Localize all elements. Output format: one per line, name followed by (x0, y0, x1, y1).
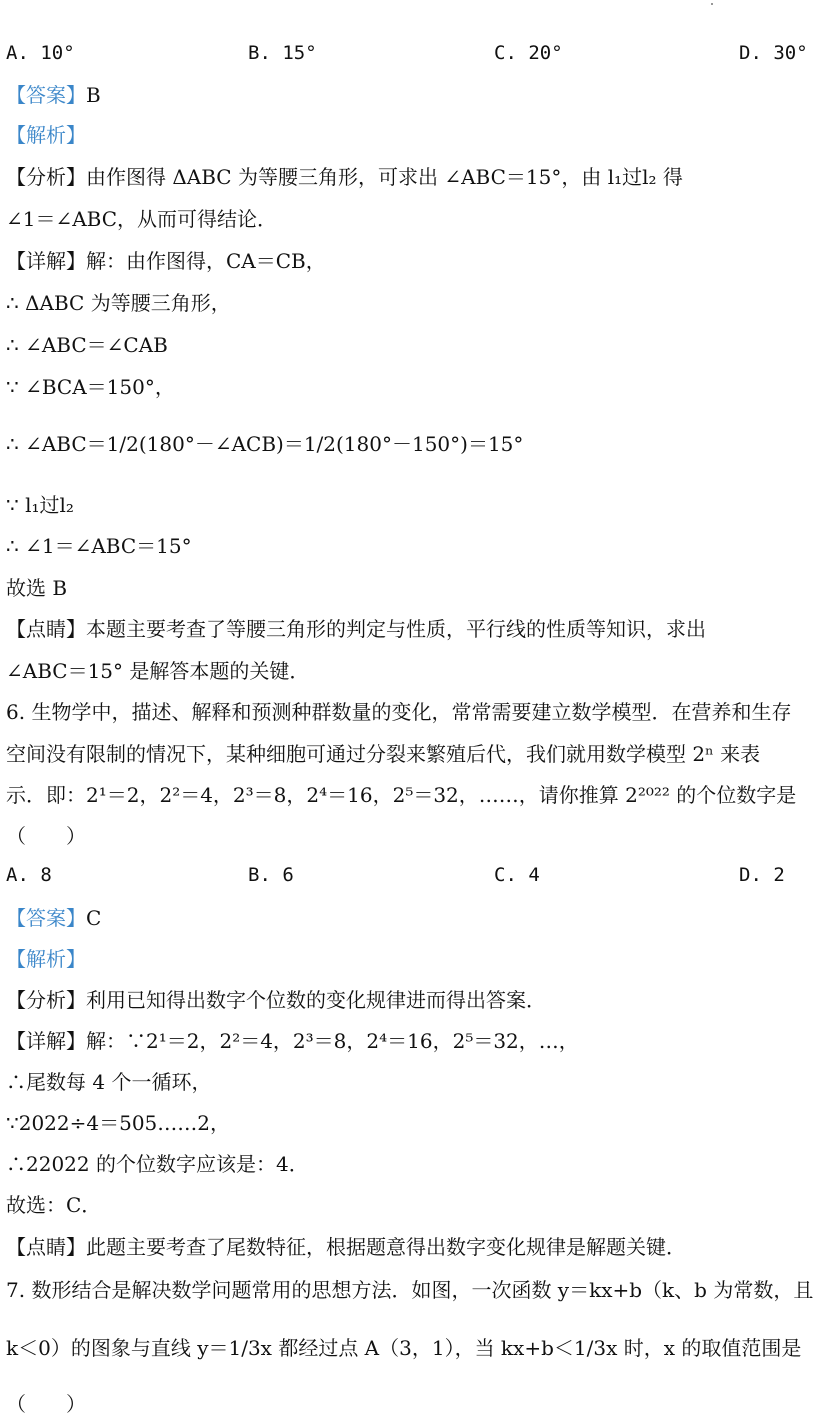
dianjing-text: 此题主要考查了尾数特征，根据题意得出数字变化规律是解题关键． (86, 1235, 686, 1259)
q7-question-blank: （ ） (6, 1392, 86, 1416)
xiangjie-tag: 【详解】 (6, 249, 86, 273)
dianjing-text-1: 本题主要考查了等腰三角形的判定与性质，平行线的性质等知识，求出 (86, 617, 706, 641)
scan-speck (711, 3, 713, 5)
q6-question-blank: （ ） (6, 824, 86, 848)
q5-step-8: 故选 B (6, 576, 68, 600)
step-text: 解：∵2¹＝2，2²＝4，2³＝8，2⁴＝16，2⁵＝32，…， (86, 1029, 579, 1053)
q5-option-c: C. 20° (494, 42, 563, 64)
q5-option-d: D. 30° (739, 42, 808, 64)
answer-tag: 【答案】 (6, 83, 86, 107)
q5-fenxi-line2: ∠1＝∠ABC，从而可得结论． (6, 207, 278, 231)
q6-option-c: C. 4 (494, 864, 540, 886)
answer-tag: 【答案】 (6, 906, 86, 930)
q5-step-5: ∴ ∠ABC＝1/2(180°－∠ACB)＝1/2(180°－150°)＝15° (6, 432, 524, 456)
fenxi-text: 利用已知得出数字个位数的变化规律进而得出答案． (86, 988, 546, 1012)
q5-option-b: B. 15° (248, 42, 317, 64)
q7-question-line1: 7. 数形结合是解决数学问题常用的思想方法．如图，一次函数 y＝kx+b（k、b 为常数，且 (6, 1278, 814, 1302)
q5-option-a: A. 10° (6, 42, 75, 64)
q5-dianjing-line2: ∠ABC＝15° 是解答本题的关键． (6, 659, 310, 683)
q5-dianjing-line1 (6, 615, 828, 643)
q5-answer-line (6, 81, 828, 109)
q7-question-line2: k＜0）的图象与直线 y＝1/3x 都经过点 A（3，1），当 kx+b＜1/3x 时，x 的取值范围是 (6, 1336, 802, 1360)
q5-step-4: ∵ ∠BCA＝150°， (6, 375, 175, 399)
q5-fenxi-line1 (6, 163, 828, 191)
q6-step-3: ∵2022÷4＝505……2， (6, 1111, 231, 1135)
step-text: 解：由作图得，CA＝CB， (86, 249, 326, 273)
answer-value: C (86, 906, 102, 930)
q6-option-d: D. 2 (739, 864, 785, 886)
xiangjie-tag: 【详解】 (6, 1029, 86, 1053)
fenxi-tag: 【分析】 (6, 165, 86, 189)
dianjing-tag: 【点睛】 (6, 617, 86, 641)
q6-analysis-tag: 【解析】 (6, 947, 86, 971)
q5-analysis-tag: 【解析】 (6, 123, 86, 147)
q6-question-line3: 示．即：2¹＝2，2²＝4，2³＝8，2⁴＝16，2⁵＝32，……，请你推算 2²⁰²² 的个位数字是 (6, 783, 797, 807)
q5-xiangjie-line (6, 247, 828, 275)
q6-question-line2: 空间没有限制的情况下，某种细胞可通过分裂来繁殖后代，我们就用数学模型 2ⁿ 来表 (6, 742, 761, 766)
q5-step-2: ∴ ΔABC 为等腰三角形， (6, 291, 231, 315)
q6-option-a: A. 8 (6, 864, 52, 886)
q6-step-2: ∴尾数每 4 个一循环， (6, 1070, 212, 1094)
q6-option-b: B. 6 (248, 864, 294, 886)
fenxi-text-1: 由作图得 ΔABC 为等腰三角形，可求出 ∠ABC＝15°，由 l₁过l₂ 得 (86, 165, 683, 189)
q6-step-4: ∴22022 的个位数字应该是：4． (6, 1152, 309, 1176)
dianjing-tag: 【点睛】 (6, 1235, 86, 1259)
q6-dianjing-line (6, 1233, 828, 1261)
q6-question-line1: 6. 生物学中，描述、解释和预测种群数量的变化，常常需要建立数学模型．在营养和生存 (6, 700, 792, 724)
q5-step-3: ∴ ∠ABC＝∠CAB (6, 333, 168, 357)
answer-value: B (86, 83, 101, 107)
q6-step-5: 故选：C． (6, 1193, 102, 1217)
q6-answer-line (6, 904, 828, 932)
q6-xiangjie-line (6, 1027, 828, 1055)
q5-step-6: ∵ l₁过l₂ (6, 493, 74, 517)
fenxi-tag: 【分析】 (6, 988, 86, 1012)
q6-fenxi-line (6, 986, 828, 1014)
q5-step-7: ∴ ∠1＝∠ABC＝15° (6, 534, 192, 558)
